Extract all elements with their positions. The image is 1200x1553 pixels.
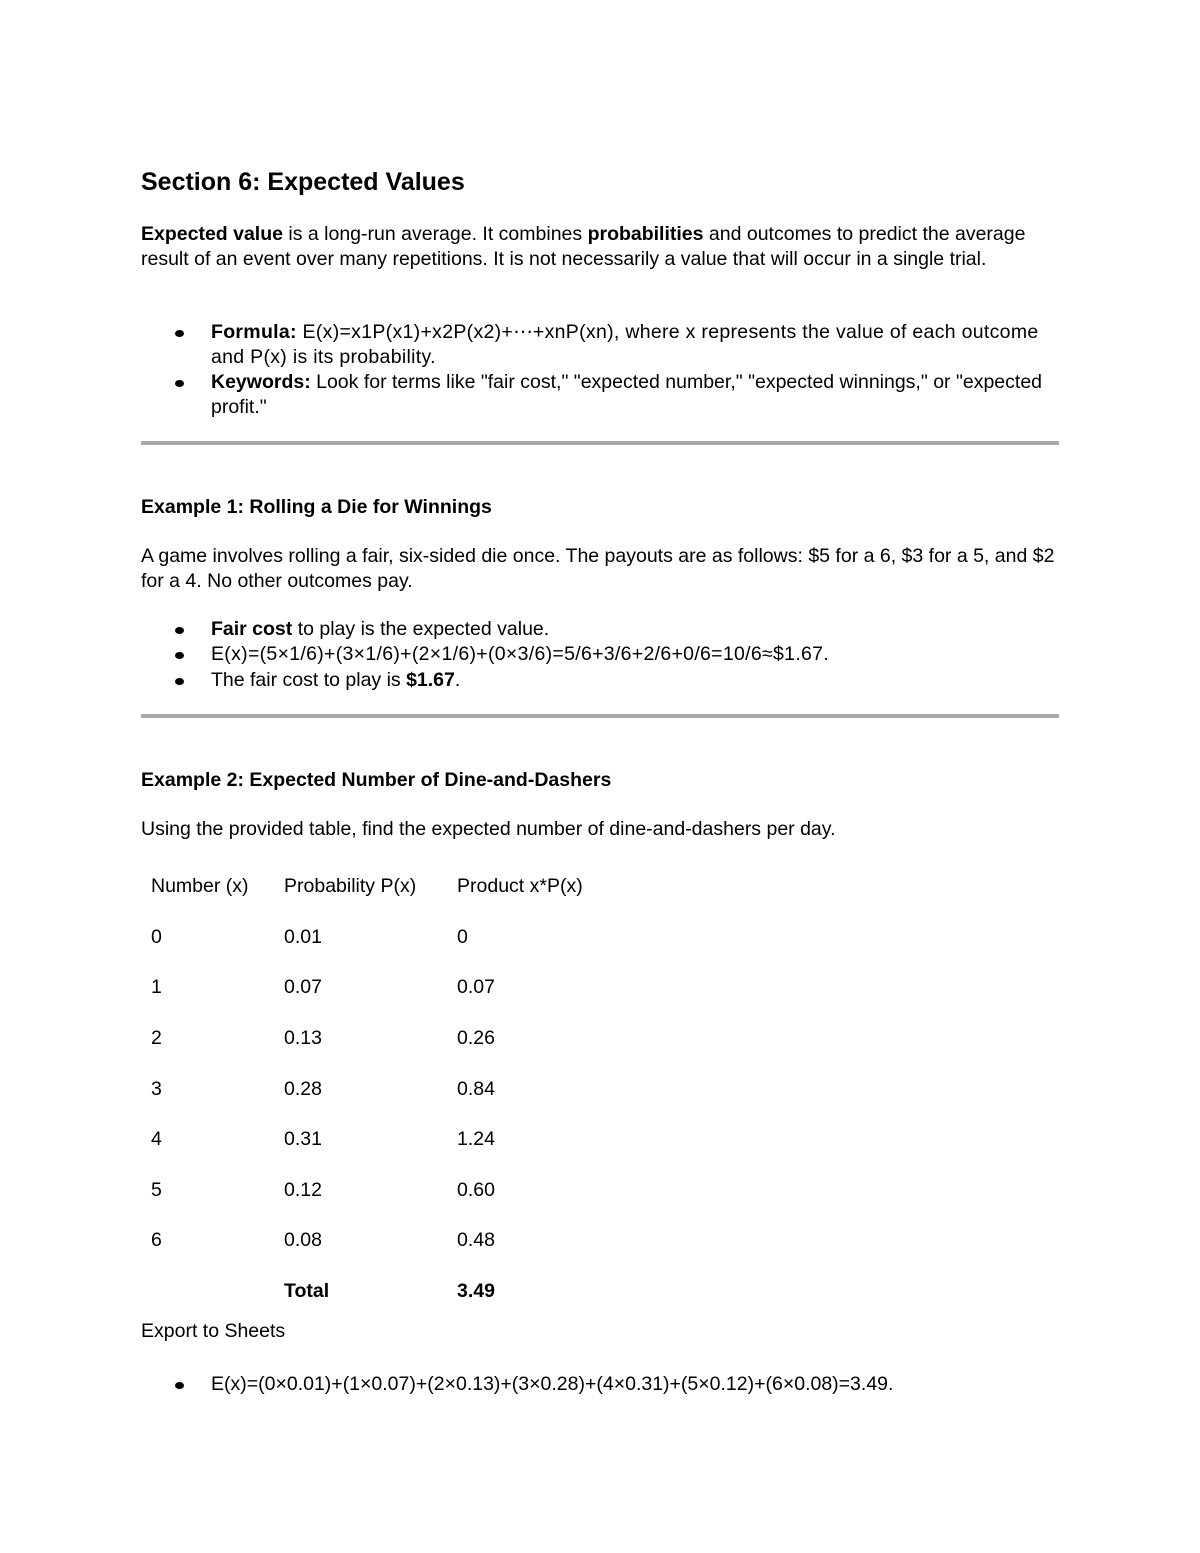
table-cell: 0.08 — [284, 1229, 322, 1251]
fair-cost-result-bullet — [211, 668, 1071, 693]
export-to-sheets-link[interactable]: Export to Sheets — [141, 1320, 286, 1342]
calc-bullet — [211, 1372, 1071, 1397]
table-cell: 1.24 — [457, 1128, 495, 1150]
example1-heading: Example 1: Rolling a Die for Winnings — [141, 496, 492, 518]
table-cell: 1 — [151, 976, 162, 998]
calc-text: E(x)=(5×1/6)+(3×1/6)+(2×1/6)+(0×3/6)=5/6+3/6+2/6+0/6=10/6≈$1.67. — [211, 643, 830, 665]
term-expected-value: Expected value — [141, 223, 283, 245]
bullet-dot-icon — [175, 652, 184, 659]
example2-heading: Example 2: Expected Number of Dine-and-Dashers — [141, 769, 612, 791]
table-cell: 4 — [151, 1128, 162, 1150]
keywords-label: Keywords: — [211, 371, 311, 393]
table-cell: 6 — [151, 1229, 162, 1251]
table-cell: 5 — [151, 1179, 162, 1201]
table-cell: 0.07 — [457, 976, 495, 998]
table-cell: 0 — [457, 926, 468, 948]
table-cell: 0.07 — [284, 976, 322, 998]
horizontal-divider — [141, 714, 1059, 718]
table-header-number: Number (x) — [151, 875, 249, 897]
keywords-text: Look for terms like "fair cost," "expected number," "expected winnings," or "expected profit." — [211, 371, 1043, 418]
bullet-dot-icon — [175, 627, 184, 634]
table-cell: 3 — [151, 1078, 162, 1100]
expected-value-calc-bullet — [211, 642, 1071, 667]
result-suffix: . — [454, 669, 461, 691]
section-title: Section 6: Expected Values — [141, 168, 465, 196]
table-cell: 0.48 — [457, 1229, 495, 1251]
table-cell: 0.01 — [284, 926, 322, 948]
horizontal-divider — [141, 441, 1059, 445]
result-value: $1.67 — [406, 669, 455, 691]
intro-text-2: and outcomes to predict the average result of an event over many repetitions. It is not necessarily a value that will occur in a single trial. — [141, 223, 1026, 270]
fair-cost-bullet — [211, 617, 1071, 642]
result-prefix: The fair cost to play is — [211, 669, 407, 691]
term-probabilities: probabilities — [587, 223, 704, 245]
example1-description: A game involves rolling a fair, six-sided die once. The payouts are as follows: $5 for a 6, $3 for a 5, and $2 for a 4. No other outcomes pay. — [141, 545, 1055, 592]
bullet-dot-icon — [175, 330, 184, 337]
formula-text: E(x)=x1P(x1)+x2P(x2)+⋯+xnP(xn), where x represents the value of each outcome and P(x) is its probability. — [211, 321, 1039, 368]
formula-bullet — [211, 320, 1071, 370]
table-cell: 0.28 — [284, 1078, 322, 1100]
table-header-probability: Probability P(x) — [284, 875, 417, 897]
table-cell: 2 — [151, 1027, 162, 1049]
table-cell: 0.13 — [284, 1027, 322, 1049]
fair-cost-label: Fair cost — [211, 618, 293, 640]
table-cell: 0.84 — [457, 1078, 495, 1100]
bullet-dot-icon — [175, 1382, 184, 1389]
table-header-product: Product x*P(x) — [457, 875, 583, 897]
example2-description: Using the provided table, find the expected number of dine-and-dashers per day. — [141, 818, 836, 840]
table-cell: 0.26 — [457, 1027, 495, 1049]
formula-label: Formula: — [211, 321, 297, 343]
table-cell: 0.31 — [284, 1128, 322, 1150]
table-total-label: Total — [284, 1280, 330, 1302]
table-total-value: 3.49 — [457, 1280, 495, 1302]
keywords-bullet — [211, 370, 1071, 420]
bullet-dot-icon — [175, 380, 184, 387]
table-cell: 0.60 — [457, 1179, 495, 1201]
bullet-dot-icon — [175, 678, 184, 685]
calc-bullet-text: E(x)=(0×0.01)+(1×0.07)+(2×0.13)+(3×0.28)+(4×0.31)+(5×0.12)+(6×0.08)=3.49. — [211, 1373, 894, 1395]
fair-cost-text: to play is the expected value. — [292, 618, 550, 640]
table-cell: 0.12 — [284, 1179, 322, 1201]
intro-paragraph — [141, 222, 1071, 272]
intro-text-1: is a long-run average. It combines — [282, 223, 588, 245]
table-cell: 0 — [151, 926, 162, 948]
